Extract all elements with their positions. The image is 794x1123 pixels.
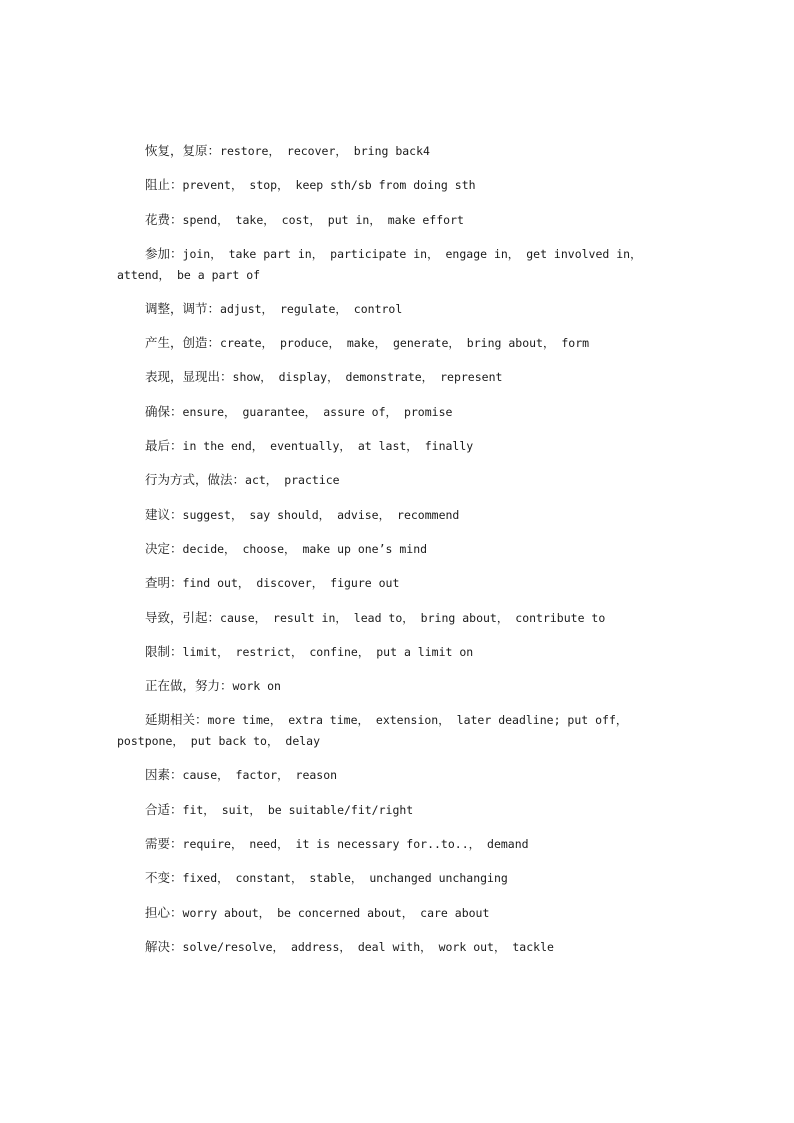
entry-words: adjust， regulate， control (220, 301, 403, 316)
vocabulary-list (117, 141, 677, 971)
entry-words: ensure， guarantee， assure of， promise (182, 404, 453, 419)
vocab-entry (117, 470, 677, 491)
entry-words: join， take part in， participate in， engage in， get involved in， attend， be a part of (117, 246, 642, 282)
entry-term: 调整，调节： (145, 300, 221, 316)
vocab-entry (117, 868, 677, 889)
entry-term: 正在做，努力： (145, 678, 233, 694)
entry-term: 查明： (145, 575, 183, 591)
entry-words: cause， factor， reason (182, 768, 338, 783)
vocab-entry (117, 175, 677, 196)
entry-words: prevent， stop， keep sth/sb from doing sth (182, 178, 476, 193)
entry-term: 担心： (145, 904, 183, 920)
vocab-entry (117, 333, 677, 354)
entry-term: 需要： (145, 836, 183, 852)
vocab-entry (117, 402, 677, 423)
entry-words: cause， result in， lead to， bring about， contribute to (220, 610, 606, 625)
entry-term: 因素： (145, 767, 183, 783)
entry-term: 最后： (145, 438, 183, 454)
entry-words: solve/resolve， address， deal with， work out， tackle (182, 939, 554, 954)
entry-words: decide， choose， make up one’s mind (182, 541, 428, 556)
entry-term: 恢复，复原： (145, 143, 221, 158)
entry-term: 建议： (145, 506, 183, 522)
entry-term: 确保： (145, 403, 183, 419)
entry-words: worry about， be concerned about， care about (182, 905, 490, 920)
vocab-entry (117, 244, 677, 285)
entry-words: require， need， it is necessary for..to..， demand (182, 837, 529, 852)
vocab-entry (117, 367, 677, 388)
vocab-entry (117, 436, 677, 457)
vocab-entry (117, 710, 677, 751)
entry-words: more time， extra time， extension， later deadline; put off， postpone， put back to， delay (117, 713, 628, 749)
entry-term: 解决： (145, 938, 183, 954)
vocab-entry (117, 903, 677, 924)
vocab-entry (117, 834, 677, 855)
entry-term: 行为方式，做法： (145, 472, 246, 488)
vocab-entry (117, 937, 677, 958)
vocab-entry (117, 642, 677, 663)
vocab-entry (117, 676, 677, 697)
entry-words: create， produce， make， generate， bring about， form (220, 336, 590, 351)
vocab-entry (117, 800, 677, 821)
entry-term: 延期相关： (145, 712, 208, 728)
entry-term: 花费： (145, 211, 183, 227)
entry-words: fixed， constant， stable， unchanged unchanging (182, 871, 508, 886)
vocab-entry (117, 210, 677, 231)
entry-words: suggest， say should， advise， recommend (182, 507, 460, 522)
entry-term: 不变： (145, 870, 183, 886)
entry-words: fit， suit， be suitable/fit/right (182, 802, 414, 817)
entry-term: 限制： (145, 643, 183, 659)
vocab-entry (117, 299, 677, 320)
entry-term: 表现，显现出： (145, 369, 233, 385)
vocab-entry (117, 573, 677, 594)
vocab-entry (117, 765, 677, 786)
entry-words: spend， take， cost， put in， make effort (182, 212, 464, 227)
vocab-entry (117, 505, 677, 526)
vocab-entry (117, 539, 677, 560)
entry-words: find out， discover， figure out (182, 576, 400, 591)
entry-term: 参加： (145, 245, 183, 261)
entry-term: 决定： (145, 540, 183, 556)
entry-term: 阻止： (145, 177, 183, 193)
entry-words: restore， recover， bring back4 (220, 144, 430, 158)
entry-term: 导致，引起： (145, 609, 221, 625)
entry-words: work on (232, 679, 281, 694)
entry-words: in the end， eventually， at last， finally (182, 439, 474, 454)
entry-term: 合适： (145, 801, 183, 817)
entry-words: act， practice (245, 473, 340, 488)
vocab-entry (117, 141, 677, 162)
entry-words: show， display， demonstrate， represent (232, 370, 503, 385)
entry-term: 产生，创造： (145, 335, 221, 351)
entry-words: limit， restrict， confine， put a limit on (182, 644, 474, 659)
vocab-entry (117, 608, 677, 629)
